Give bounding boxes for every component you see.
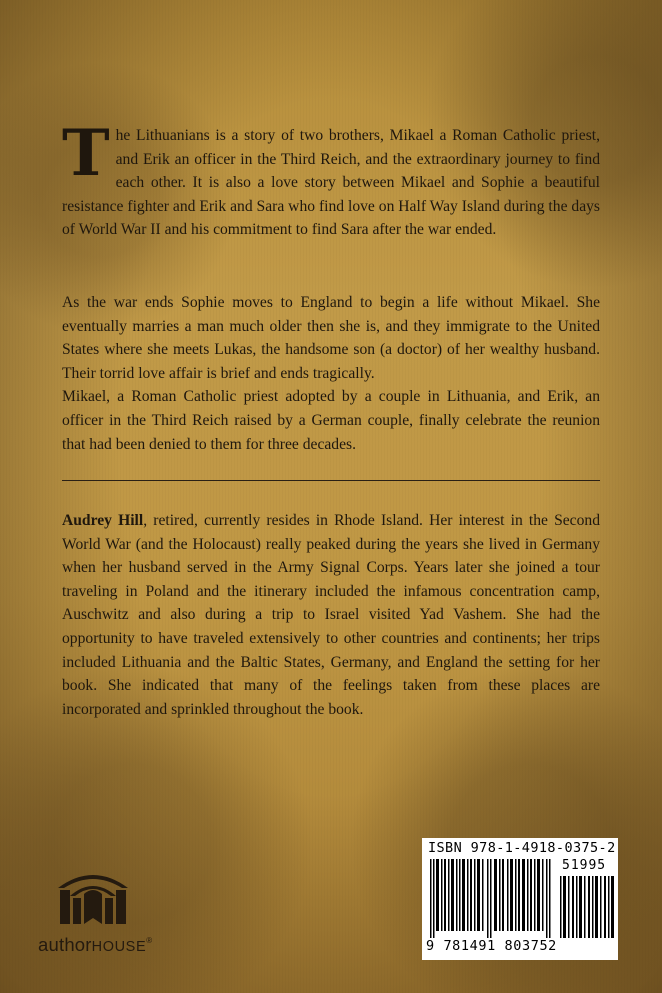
authorhouse-logo-icon [58,868,128,928]
synopsis-text: he Lithuanians is a story of two brothers, Mikael a Roman Catholic priest, and Erik an officer in the Third Reich, and the extraordinary journey to find each other. It is also a love story between Mikael and Sophie a beautiful resistance fighter and Erik and Sara who find love on Half Way Island during the days of World War II and his commitment to find Sara after the war ended. [62,127,600,239]
publisher-name-2: HOUSE [91,939,147,955]
price-addon-bars [560,876,616,938]
author-name: Audrey Hill [62,512,144,529]
author-bio-text: , retired, currently resides in Rhode Island. Her interest in the Second World War (and the Holocaust) really peaked during the years she lived in Germany when her husband served in the Army Signal Corps. Years later she joined a tour traveling in Poland and the itinerary included the infamous concentration camp, Auschwitz and also during a trip to Israel visited Yad Vashem. She had the opportunity to have traveled extensively to other countries and continents; her trips included Lithuania and the Baltic States, Germany, and England the setting for her book. She indicated that many of the feelings taken from these places are incorporated and sprinkled throughout the book. [62,512,600,718]
publisher-name-1: author [38,934,92,955]
barcode-number: 9 781491 803752 [426,938,557,954]
price-code-label: 51995 [562,858,607,873]
author-bio [62,509,600,721]
section-divider [62,480,600,481]
book-synopsis-paragraph [62,116,600,242]
drop-cap-letter: T [62,116,110,191]
registered-mark: ® [146,936,153,945]
barcode-bars [430,859,552,939]
synopsis-text-3: Mikael, a Roman Catholic priest adopted by a couple in Lithuania, and Erik, an officer in the Third Reich raised by a German couple, finally celebrate the reunion that had been denied to them for three decades. [62,388,600,453]
book-synopsis-continued [62,291,600,456]
synopsis-text-2: As the war ends Sophie moves to England to begin a life without Mikael. She eventually marries a man much older then she is, and they immigrate to the United States where she meets Lukas, the handsome son (a doctor) of her wealthy husband. Their torrid love affair is brief and ends tragically. [62,294,600,382]
isbn-label: ISBN 978-1-4918-0375-2 [428,840,616,856]
publisher-logo-text [38,934,152,956]
